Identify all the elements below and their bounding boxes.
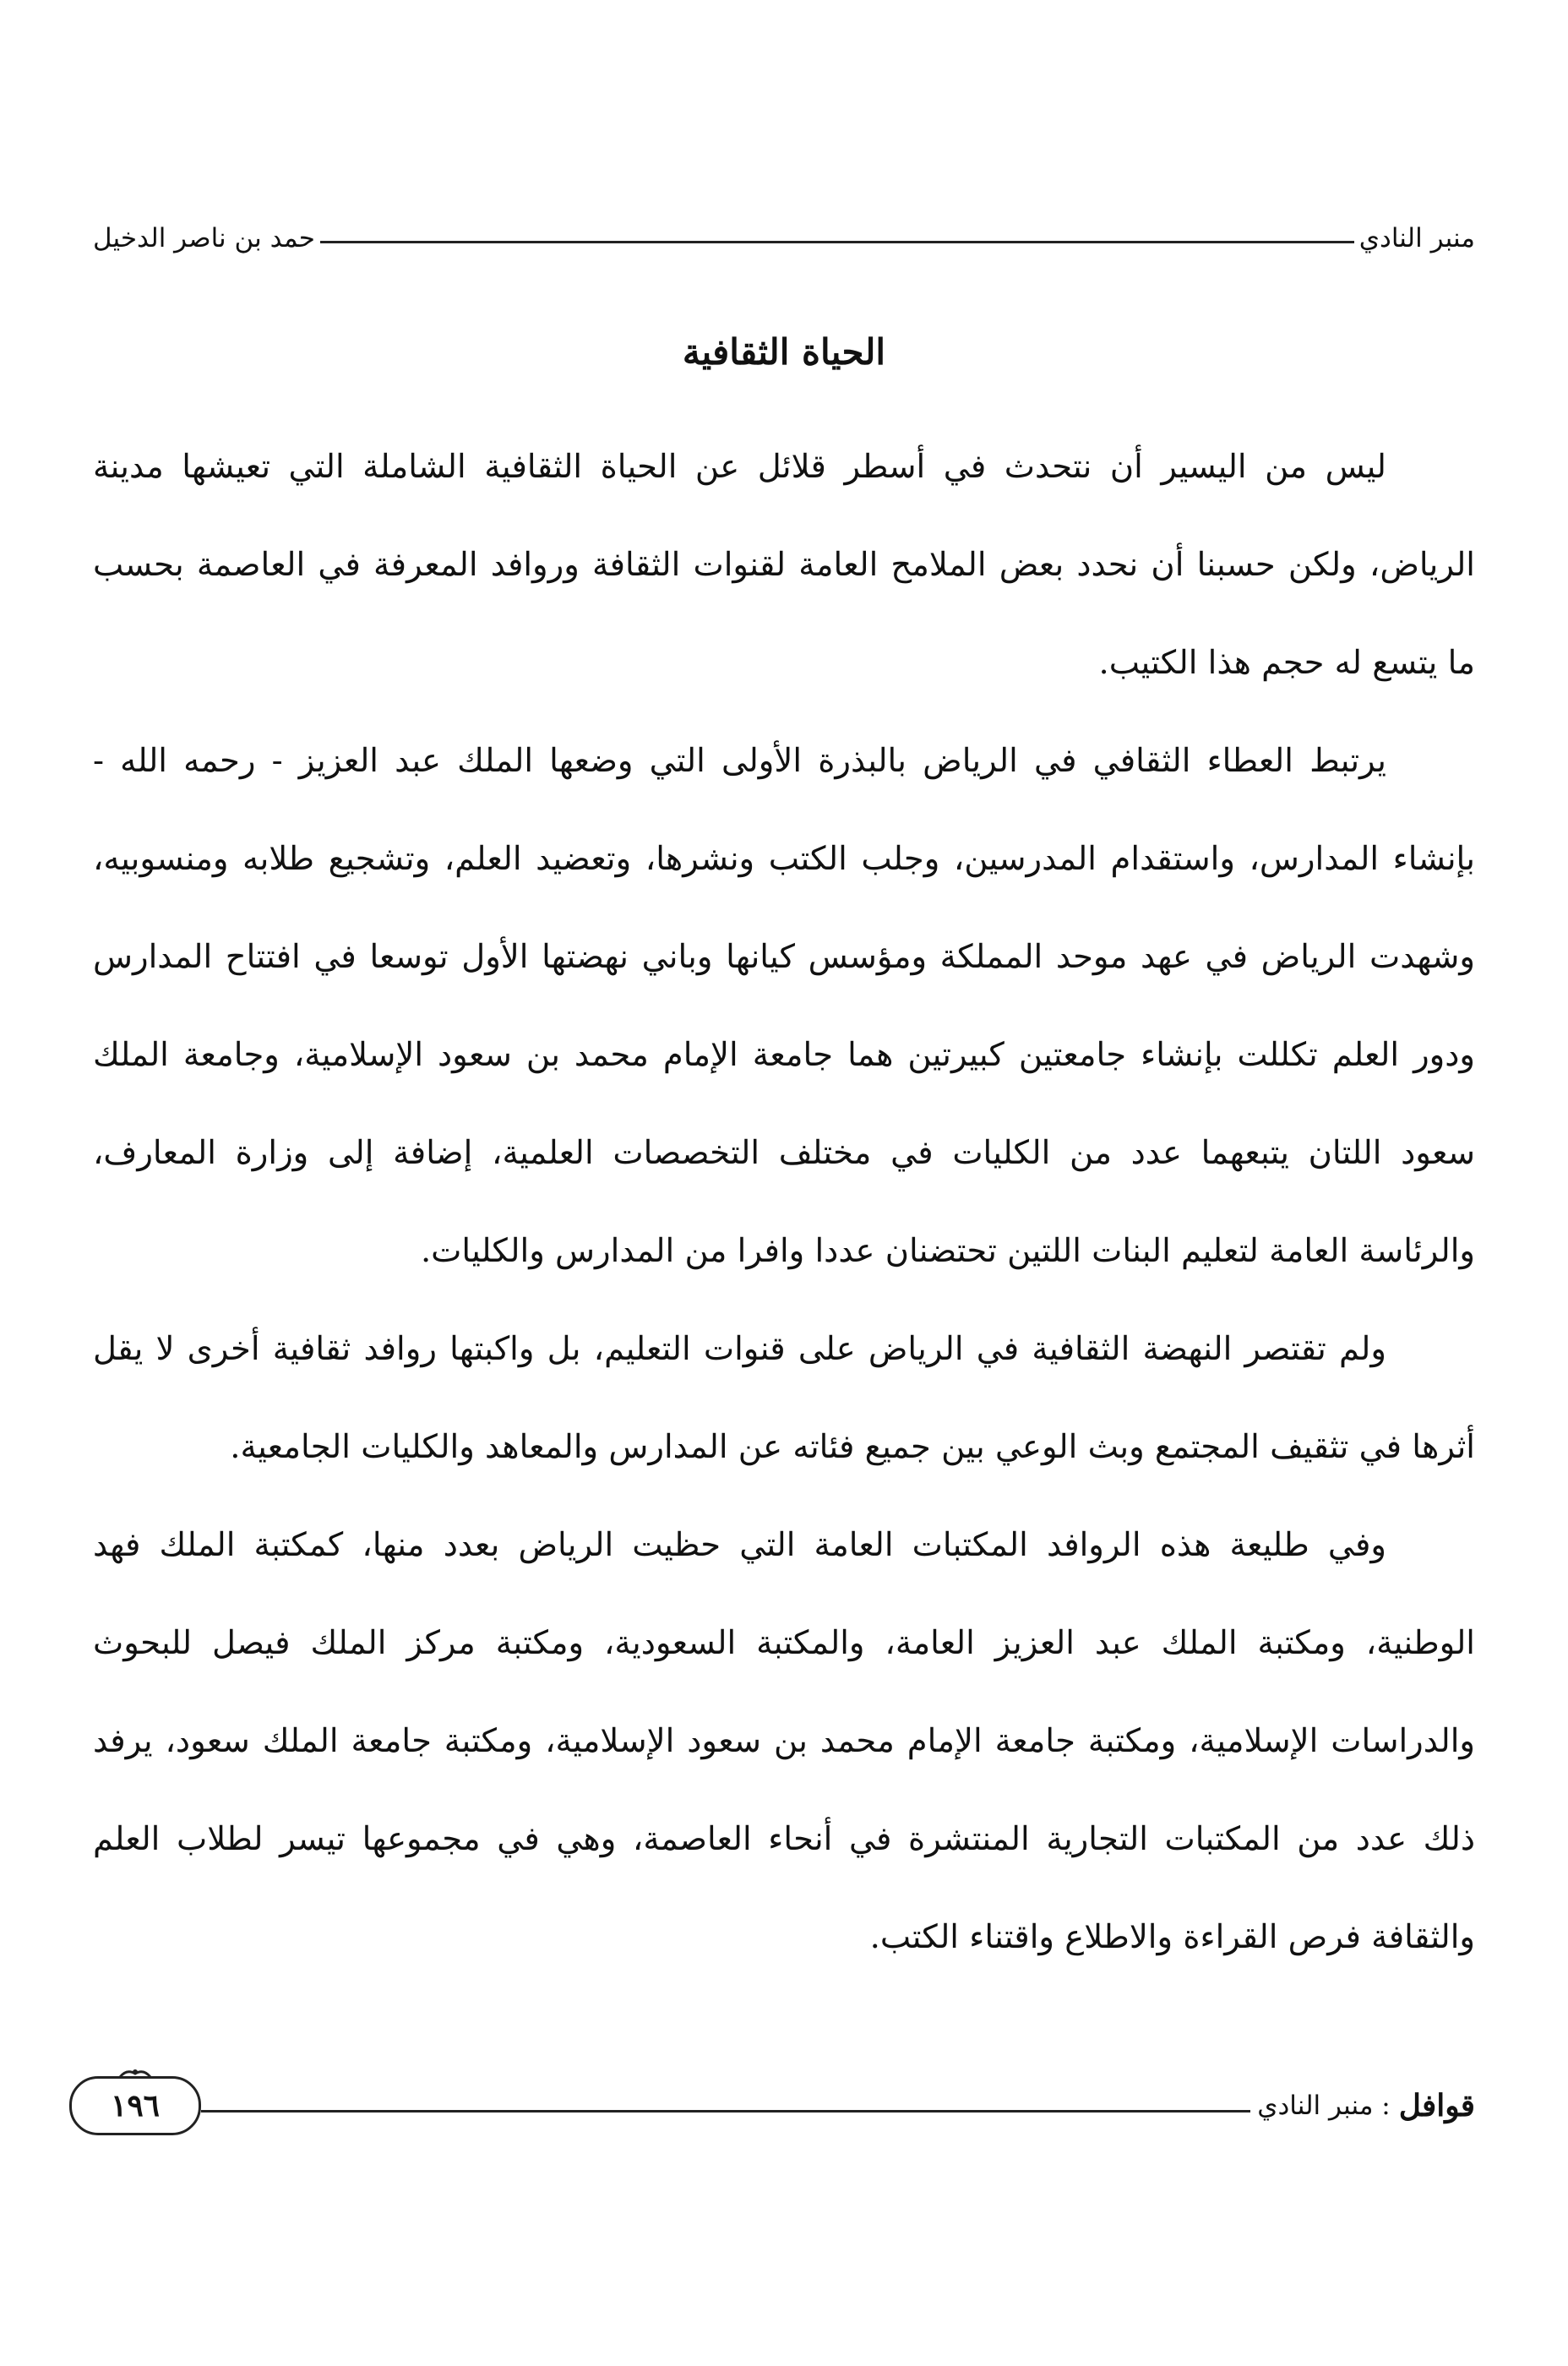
header-section-title: منبر النادي bbox=[1358, 223, 1475, 254]
paragraph-1: ليس من اليسير أن نتحدث في أسطر قلائل عن الحياة الثقافية الشاملة التي تعيشها مدينة الرياض، ولكن حسبنا أن نحدد بعض الملامح العامة لقنوات الثقافة وروافد المعرفة في العاصمة بحسب ما يتسع له حجم هذا الكتيب. bbox=[93, 448, 1475, 682]
ornament-icon bbox=[118, 2067, 152, 2080]
chapter-title: الحياة الثقافية bbox=[682, 331, 886, 373]
paragraph-3: ولم تقتصر النهضة الثقافية في الرياض على قنوات التعليم، بل واكبتها روافد ثقافية أخرى لا يقل أثرها في تثقيف المجتمع وبث الوعي بين جميع فئاته عن المدارس والمعاهد والكليات الجامعية. bbox=[93, 1330, 1475, 1466]
footer-rule bbox=[201, 2110, 1250, 2112]
page-number: ١٩٦ bbox=[111, 2088, 161, 2123]
body-text bbox=[93, 418, 1475, 1987]
header-rule bbox=[320, 241, 1354, 243]
paragraph-4: وفي طليعة هذه الروافد المكتبات العامة التي حظيت الرياض بعدد منها، كمكتبة الملك فهد الوطنية، ومكتبة الملك عبد العزيز العامة، والمكتبة السعودية، ومكتبة مركز الملك فيصل للبحوث والدراسات الإسلامية، ومكتبة جامعة الإمام محمد بن سعود الإسلامية، ومكتبة جامعة الملك سعود، يرفد ذلك عدد من المكتبات التجارية المنتشرة في أنحاء العاصمة، وهي في مجموعها تيسر لطلاب العلم والثقافة فرص القراءة والاطلاع واقتناء الكتب. bbox=[93, 1526, 1475, 1956]
page-number-badge bbox=[69, 2076, 201, 2135]
paragraph-2: يرتبط العطاء الثقافي في الرياض بالبذرة الأولى التي وضعها الملك عبد العزيز - رحمه الله - بإنشاء المدارس، واستقدام المدرسين، وجلب الكتب ونشرها، وتعضيد العلم، وتشجيع طلابه ومنسوبيه، وشهدت الرياض في عهد موحد المملكة ومؤسس كيانها وباني نهضتها الأول توسعا في افتتاح المدارس ودور العلم تكللت بإنشاء جامعتين كبيرتين هما جامعة الإمام محمد بن سعود الإسلامية، وجامعة الملك سعود اللتان يتبعهما عدد من الكليات في مختلف التخصصات العلمية، إضافة إلى وزارة المعارف، والرئاسة العامة لتعليم البنات اللتين تحتضنان عددا وافرا من المدارس والكليات. bbox=[93, 742, 1475, 1270]
page-footer bbox=[69, 2072, 1475, 2140]
header-author: حمد بن ناصر الدخيل bbox=[93, 223, 315, 254]
footer-section: : منبر النادي bbox=[1257, 2091, 1391, 2121]
footer-journal-name: قوافل bbox=[1398, 2088, 1475, 2123]
running-header bbox=[93, 213, 1475, 264]
